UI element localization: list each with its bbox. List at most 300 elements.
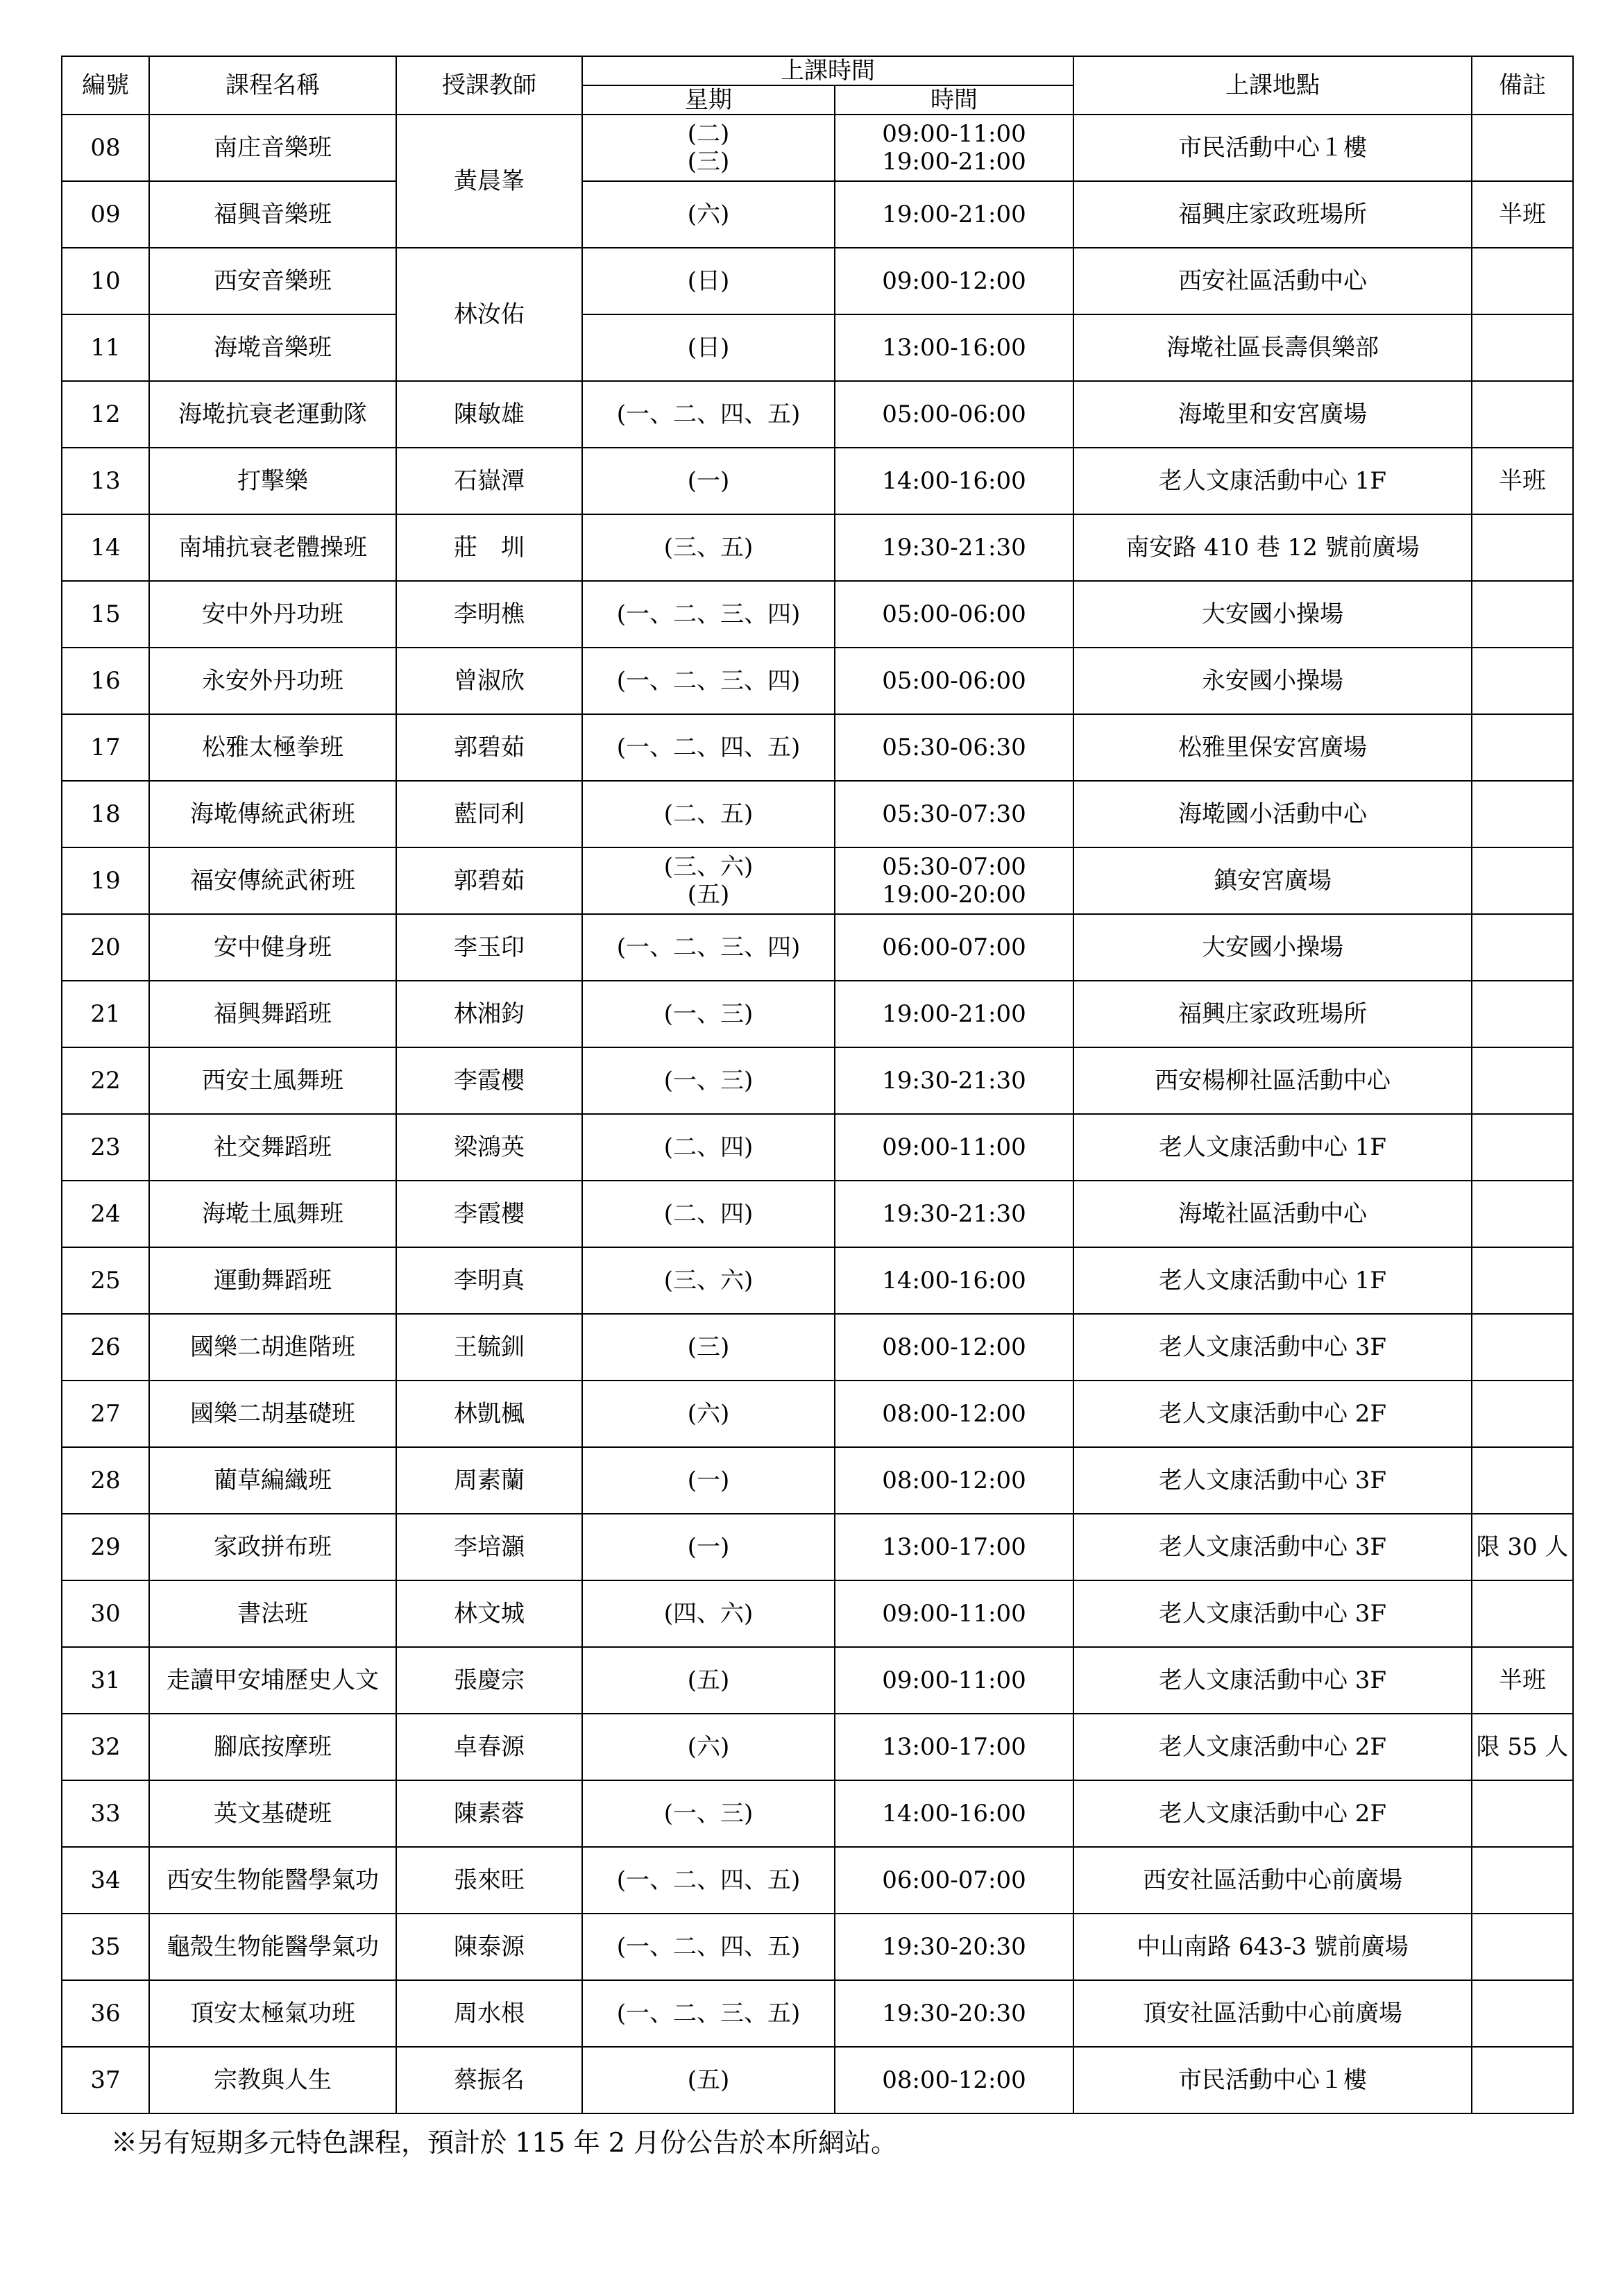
header-class-time: 上課時間: [582, 56, 1073, 85]
cell-weekday-line: (三、六): [663, 853, 754, 881]
cell-weekday-line: (一、二、三、四): [616, 934, 801, 961]
cell-weekday: [582, 1047, 835, 1114]
cell-weekday-line: (一、三): [663, 1800, 754, 1827]
table-row: [62, 514, 1573, 581]
table-row: [62, 248, 1573, 314]
cell-time: [835, 248, 1073, 314]
cell-weekday: [582, 1514, 835, 1580]
cell-time: [835, 1114, 1073, 1181]
cell-teacher: 曾淑欣: [396, 648, 582, 714]
table-row: [62, 1714, 1573, 1780]
cell-course: 運動舞蹈班: [149, 1247, 396, 1314]
cell-course: 走讀甲安埔歷史人文: [149, 1647, 396, 1714]
cell-weekday-line: (三): [687, 148, 730, 176]
cell-no: 29: [62, 1514, 149, 1580]
cell-no: 35: [62, 1914, 149, 1980]
cell-note: [1472, 1181, 1573, 1247]
cell-course: 安中外丹功班: [149, 581, 396, 648]
cell-no: 27: [62, 1381, 149, 1447]
cell-course: 社交舞蹈班: [149, 1114, 396, 1181]
cell-weekday: [582, 1314, 835, 1381]
cell-no: 21: [62, 981, 149, 1047]
cell-location: 老人文康活動中心 1F: [1073, 448, 1472, 514]
cell-course: 福興音樂班: [149, 181, 396, 248]
cell-teacher: 藍同利: [396, 781, 582, 847]
cell-teacher: 李培灝: [396, 1514, 582, 1580]
cell-no: 17: [62, 714, 149, 781]
cell-no: 37: [62, 2047, 149, 2113]
cell-location: 老人文康活動中心 2F: [1073, 1714, 1472, 1780]
cell-time-line: 19:00-21:00: [882, 1000, 1026, 1028]
cell-note: [1472, 648, 1573, 714]
cell-time-line: 19:30-21:30: [882, 534, 1026, 562]
cell-location: 老人文康活動中心 1F: [1073, 1114, 1472, 1181]
cell-weekday-line: (五): [687, 881, 730, 909]
cell-location: 老人文康活動中心 3F: [1073, 1514, 1472, 1580]
cell-no: 20: [62, 914, 149, 981]
cell-teacher: 林汝佑: [396, 248, 582, 381]
cell-time: [835, 1647, 1073, 1714]
cell-time: [835, 581, 1073, 648]
cell-time: [835, 314, 1073, 381]
table-row: [62, 914, 1573, 981]
cell-course: 家政拼布班: [149, 1514, 396, 1580]
cell-course: 打擊樂: [149, 448, 396, 514]
cell-teacher: 張慶宗: [396, 1647, 582, 1714]
cell-note: [1472, 115, 1573, 181]
cell-time-line: 08:00-12:00: [882, 2066, 1026, 2094]
cell-course: 國樂二胡進階班: [149, 1314, 396, 1381]
table-row: [62, 181, 1573, 248]
cell-weekday-line: (三、五): [663, 534, 754, 562]
cell-teacher: 李明真: [396, 1247, 582, 1314]
cell-weekday: [582, 648, 835, 714]
cell-weekday-line: (二、四): [663, 1133, 754, 1161]
cell-time: [835, 448, 1073, 514]
cell-note: 半班: [1472, 181, 1573, 248]
cell-location: 鎮安宮廣場: [1073, 847, 1472, 914]
cell-teacher: 蔡振名: [396, 2047, 582, 2113]
cell-weekday: [582, 1647, 835, 1714]
header-time: 時間: [835, 85, 1073, 115]
table-row: [62, 1181, 1573, 1247]
cell-location: 西安社區活動中心: [1073, 248, 1472, 314]
cell-note: [1472, 314, 1573, 381]
cell-teacher: 陳泰源: [396, 1914, 582, 1980]
table-header: [62, 56, 1573, 115]
cell-note: [1472, 514, 1573, 581]
cell-time-line: 19:30-20:30: [882, 1933, 1026, 1961]
cell-location: 大安國小操場: [1073, 581, 1472, 648]
cell-time-line: 08:00-12:00: [882, 1467, 1026, 1494]
cell-weekday-line: (一、三): [663, 1000, 754, 1028]
cell-note: [1472, 248, 1573, 314]
cell-time-line: 05:30-07:00: [882, 853, 1026, 881]
cell-weekday: [582, 1580, 835, 1647]
cell-weekday-line: (二、四): [663, 1200, 754, 1228]
cell-no: 11: [62, 314, 149, 381]
cell-no: 13: [62, 448, 149, 514]
cell-location: 南安路 410 巷 12 號前廣場: [1073, 514, 1472, 581]
cell-time-line: 19:30-21:30: [882, 1067, 1026, 1095]
table-row: [62, 1914, 1573, 1980]
cell-time: [835, 714, 1073, 781]
cell-teacher: 黃晨峯: [396, 115, 582, 248]
cell-weekday: [582, 1714, 835, 1780]
cell-weekday: [582, 714, 835, 781]
cell-teacher: 林文城: [396, 1580, 582, 1647]
cell-time: [835, 514, 1073, 581]
cell-time: [835, 1714, 1073, 1780]
cell-time-line: 19:00-21:00: [882, 201, 1026, 228]
cell-location: 老人文康活動中心 2F: [1073, 1381, 1472, 1447]
table-row: [62, 1847, 1573, 1914]
cell-no: 23: [62, 1114, 149, 1181]
cell-teacher: 周水根: [396, 1980, 582, 2047]
cell-time-line: 13:00-17:00: [882, 1533, 1026, 1561]
cell-note: [1472, 381, 1573, 448]
header-no: 編號: [62, 56, 149, 115]
cell-time: [835, 2047, 1073, 2113]
cell-time-line: 09:00-12:00: [882, 267, 1026, 295]
cell-weekday-line: (二、五): [663, 800, 754, 828]
cell-note: [1472, 2047, 1573, 2113]
cell-teacher: 郭碧茹: [396, 847, 582, 914]
cell-location: 西安社區活動中心前廣場: [1073, 1847, 1472, 1914]
cell-time: [835, 381, 1073, 448]
table-row: [62, 648, 1573, 714]
cell-time: [835, 1580, 1073, 1647]
cell-course: 國樂二胡基礎班: [149, 1381, 396, 1447]
cell-teacher: 李霞櫻: [396, 1181, 582, 1247]
cell-weekday-line: (一): [687, 467, 730, 495]
cell-location: 西安楊柳社區活動中心: [1073, 1047, 1472, 1114]
cell-no: 22: [62, 1047, 149, 1114]
cell-time-line: 14:00-16:00: [882, 467, 1026, 495]
cell-course: 福安傳統武術班: [149, 847, 396, 914]
cell-time-line: 05:30-06:30: [882, 734, 1026, 761]
cell-weekday-line: (三、六): [663, 1267, 754, 1294]
cell-course: 松雅太極拳班: [149, 714, 396, 781]
table-row: [62, 1381, 1573, 1447]
cell-time-line: 19:30-21:30: [882, 1200, 1026, 1228]
cell-no: 14: [62, 514, 149, 581]
cell-no: 10: [62, 248, 149, 314]
cell-note: [1472, 1780, 1573, 1847]
cell-time-line: 13:00-17:00: [882, 1733, 1026, 1761]
cell-time: [835, 781, 1073, 847]
cell-time-line: 05:30-07:30: [882, 800, 1026, 828]
cell-teacher: 卓春源: [396, 1714, 582, 1780]
cell-time-line: 06:00-07:00: [882, 934, 1026, 961]
cell-location: 海墘社區長壽俱樂部: [1073, 314, 1472, 381]
cell-teacher: 郭碧茹: [396, 714, 582, 781]
cell-weekday-line: (一、二、四、五): [616, 1866, 801, 1894]
cell-course: 西安生物能醫學氣功: [149, 1847, 396, 1914]
table-row: [62, 581, 1573, 648]
cell-course: 英文基礎班: [149, 1780, 396, 1847]
cell-location: 大安國小操場: [1073, 914, 1472, 981]
cell-note: [1472, 914, 1573, 981]
cell-teacher: 梁鴻英: [396, 1114, 582, 1181]
table-body: [62, 115, 1573, 2113]
cell-weekday: [582, 1914, 835, 1980]
cell-teacher: 林湘鈞: [396, 981, 582, 1047]
table-row: [62, 1247, 1573, 1314]
table-row: [62, 1580, 1573, 1647]
cell-time-line: 06:00-07:00: [882, 1866, 1026, 1894]
cell-weekday-line: (六): [687, 1400, 730, 1428]
cell-time: [835, 1381, 1073, 1447]
cell-weekday: [582, 115, 835, 181]
cell-time-line: 14:00-16:00: [882, 1267, 1026, 1294]
table-row: [62, 1047, 1573, 1114]
cell-note: [1472, 1447, 1573, 1514]
cell-course: 書法班: [149, 1580, 396, 1647]
cell-weekday-line: (一、二、三、五): [616, 2000, 801, 2027]
table-row: [62, 314, 1573, 381]
cell-time: [835, 1447, 1073, 1514]
cell-time: [835, 1181, 1073, 1247]
cell-weekday: [582, 847, 835, 914]
cell-location: 老人文康活動中心 3F: [1073, 1314, 1472, 1381]
cell-time: [835, 981, 1073, 1047]
cell-note: [1472, 981, 1573, 1047]
cell-weekday-line: (一、二、四、五): [616, 734, 801, 761]
cell-note: [1472, 1980, 1573, 2047]
cell-note: 限 30 人: [1472, 1514, 1573, 1580]
cell-weekday-line: (四、六): [663, 1600, 754, 1628]
cell-note: [1472, 1847, 1573, 1914]
cell-time: [835, 1780, 1073, 1847]
cell-time-line: 08:00-12:00: [882, 1400, 1026, 1428]
cell-course: 藺草編織班: [149, 1447, 396, 1514]
cell-time-line: 08:00-12:00: [882, 1333, 1026, 1361]
cell-note: [1472, 1914, 1573, 1980]
cell-time: [835, 914, 1073, 981]
cell-time-line: 19:30-20:30: [882, 2000, 1026, 2027]
cell-weekday: [582, 1847, 835, 1914]
cell-note: 半班: [1472, 448, 1573, 514]
cell-time-line: 14:00-16:00: [882, 1800, 1026, 1827]
cell-weekday: [582, 181, 835, 248]
cell-time-line: 09:00-11:00: [882, 1600, 1026, 1628]
cell-teacher: 陳敏雄: [396, 381, 582, 448]
cell-location: 老人文康活動中心 3F: [1073, 1580, 1472, 1647]
cell-weekday-line: (五): [687, 2066, 730, 2094]
cell-weekday: [582, 581, 835, 648]
cell-no: 15: [62, 581, 149, 648]
cell-time-line: 09:00-11:00: [882, 120, 1026, 148]
cell-weekday: [582, 2047, 835, 2113]
cell-time: [835, 1914, 1073, 1980]
cell-course: 海墘土風舞班: [149, 1181, 396, 1247]
cell-teacher: 李明樵: [396, 581, 582, 648]
cell-teacher: 林凱楓: [396, 1381, 582, 1447]
cell-time: [835, 115, 1073, 181]
cell-no: 32: [62, 1714, 149, 1780]
cell-course: 南庄音樂班: [149, 115, 396, 181]
cell-no: 08: [62, 115, 149, 181]
cell-location: 老人文康活動中心 2F: [1073, 1780, 1472, 1847]
cell-no: 30: [62, 1580, 149, 1647]
cell-weekday: [582, 1247, 835, 1314]
cell-weekday: [582, 1381, 835, 1447]
cell-weekday-line: (一): [687, 1467, 730, 1494]
cell-teacher: 石嶽潭: [396, 448, 582, 514]
cell-course: 安中健身班: [149, 914, 396, 981]
cell-time: [835, 1047, 1073, 1114]
cell-location: 福興庄家政班場所: [1073, 181, 1472, 248]
cell-course: 頂安太極氣功班: [149, 1980, 396, 2047]
cell-location: 老人文康活動中心 3F: [1073, 1447, 1472, 1514]
table-row: [62, 2047, 1573, 2113]
table-row: [62, 1114, 1573, 1181]
cell-weekday: [582, 1181, 835, 1247]
cell-time-line: 05:00-06:00: [882, 400, 1026, 428]
header-note: 備註: [1472, 56, 1573, 115]
cell-course: 腳底按摩班: [149, 1714, 396, 1780]
cell-time: [835, 1980, 1073, 2047]
cell-course: 福興舞蹈班: [149, 981, 396, 1047]
footnote: ※另有短期多元特色課程，預計於 115 年 2 月份公告於本所網站。: [111, 2127, 898, 2158]
cell-weekday-line: (三): [687, 1333, 730, 1361]
table-row: [62, 1447, 1573, 1514]
cell-weekday-line: (一、二、四、五): [616, 1933, 801, 1961]
cell-teacher: 李霞櫻: [396, 1047, 582, 1114]
cell-no: 33: [62, 1780, 149, 1847]
cell-weekday: [582, 914, 835, 981]
cell-no: 34: [62, 1847, 149, 1914]
cell-time: [835, 847, 1073, 914]
cell-note: [1472, 581, 1573, 648]
header-location: 上課地點: [1073, 56, 1472, 115]
cell-note: [1472, 1314, 1573, 1381]
cell-time: [835, 1247, 1073, 1314]
cell-teacher: 王毓釧: [396, 1314, 582, 1381]
cell-course: 西安土風舞班: [149, 1047, 396, 1114]
table-row: [62, 1780, 1573, 1847]
cell-time-line: 19:00-20:00: [882, 881, 1026, 909]
cell-no: 26: [62, 1314, 149, 1381]
cell-note: [1472, 781, 1573, 847]
cell-weekday-line: (日): [687, 267, 730, 295]
cell-no: 25: [62, 1247, 149, 1314]
table-row: [62, 1314, 1573, 1381]
header-teacher: 授課教師: [396, 56, 582, 115]
cell-note: 限 55 人: [1472, 1714, 1573, 1780]
cell-weekday: [582, 1780, 835, 1847]
cell-no: 24: [62, 1181, 149, 1247]
table-row: [62, 714, 1573, 781]
table-row: [62, 1514, 1573, 1580]
cell-course: 海墘傳統武術班: [149, 781, 396, 847]
cell-time-line: 05:00-06:00: [882, 600, 1026, 628]
cell-time-line: 05:00-06:00: [882, 667, 1026, 695]
cell-teacher: 莊 圳: [396, 514, 582, 581]
cell-location: 海墘社區活動中心: [1073, 1181, 1472, 1247]
cell-no: 31: [62, 1647, 149, 1714]
cell-weekday: [582, 514, 835, 581]
cell-weekday: [582, 314, 835, 381]
cell-note: [1472, 847, 1573, 914]
cell-weekday: [582, 381, 835, 448]
cell-weekday-line: (一): [687, 1533, 730, 1561]
table-row: [62, 448, 1573, 514]
table-row: [62, 781, 1573, 847]
cell-location: 頂安社區活動中心前廣場: [1073, 1980, 1472, 2047]
cell-course: 南埔抗衰老體操班: [149, 514, 396, 581]
cell-no: 19: [62, 847, 149, 914]
cell-no: 09: [62, 181, 149, 248]
table-row: [62, 1980, 1573, 2047]
table-row: [62, 1647, 1573, 1714]
cell-time: [835, 181, 1073, 248]
course-schedule-table: [61, 56, 1574, 2114]
cell-weekday-line: (日): [687, 334, 730, 362]
cell-note: [1472, 714, 1573, 781]
cell-course: 海墘抗衰老運動隊: [149, 381, 396, 448]
cell-time: [835, 1514, 1073, 1580]
cell-weekday-line: (一、二、三、四): [616, 600, 801, 628]
cell-teacher: 周素蘭: [396, 1447, 582, 1514]
cell-no: 18: [62, 781, 149, 847]
cell-time-line: 09:00-11:00: [882, 1666, 1026, 1694]
cell-weekday: [582, 1114, 835, 1181]
table-row: [62, 381, 1573, 448]
cell-weekday-line: (六): [687, 1733, 730, 1761]
cell-no: 28: [62, 1447, 149, 1514]
cell-note: [1472, 1047, 1573, 1114]
cell-time: [835, 648, 1073, 714]
cell-note: 半班: [1472, 1647, 1573, 1714]
cell-weekday-line: (五): [687, 1666, 730, 1694]
cell-location: 老人文康活動中心 3F: [1073, 1647, 1472, 1714]
cell-teacher: 李玉印: [396, 914, 582, 981]
cell-location: 海墘里和安宮廣場: [1073, 381, 1472, 448]
cell-weekday-line: (一、二、四、五): [616, 400, 801, 428]
cell-location: 中山南路 643-3 號前廣場: [1073, 1914, 1472, 1980]
cell-course: 海墘音樂班: [149, 314, 396, 381]
cell-weekday: [582, 781, 835, 847]
table-row: [62, 847, 1573, 914]
table-row: [62, 115, 1573, 181]
cell-time-line: 19:00-21:00: [882, 148, 1026, 176]
cell-no: 12: [62, 381, 149, 448]
cell-location: 海墘國小活動中心: [1073, 781, 1472, 847]
cell-note: [1472, 1580, 1573, 1647]
cell-no: 16: [62, 648, 149, 714]
cell-location: 老人文康活動中心 1F: [1073, 1247, 1472, 1314]
cell-location: 福興庄家政班場所: [1073, 981, 1472, 1047]
cell-weekday: [582, 1447, 835, 1514]
cell-teacher: 陳素蓉: [396, 1780, 582, 1847]
cell-note: [1472, 1247, 1573, 1314]
cell-weekday: [582, 448, 835, 514]
cell-weekday-line: (一、二、三、四): [616, 667, 801, 695]
cell-weekday-line: (一、三): [663, 1067, 754, 1095]
cell-teacher: 張來旺: [396, 1847, 582, 1914]
cell-time-line: 13:00-16:00: [882, 334, 1026, 362]
cell-weekday-line: (二): [687, 120, 730, 148]
cell-location: 松雅里保安宮廣場: [1073, 714, 1472, 781]
cell-location: 市民活動中心１樓: [1073, 115, 1472, 181]
cell-location: 永安國小操場: [1073, 648, 1472, 714]
cell-weekday-line: (六): [687, 201, 730, 228]
header-course: 課程名稱: [149, 56, 396, 115]
cell-no: 36: [62, 1980, 149, 2047]
cell-note: [1472, 1381, 1573, 1447]
